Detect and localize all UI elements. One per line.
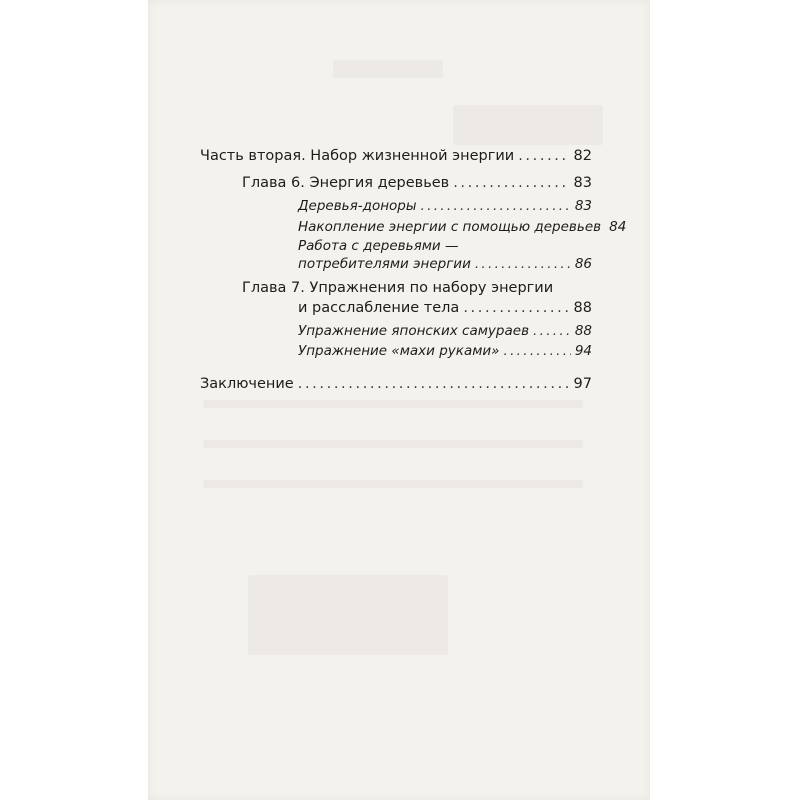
toc-page-number: 97: [573, 376, 592, 392]
dot-leader: [453, 175, 569, 191]
toc-entry-donor-trees: [298, 198, 592, 214]
toc-entry-arm-swing-exercise: [298, 343, 592, 359]
toc-page-number: 84: [609, 219, 627, 235]
toc-entry-chapter-6: [242, 175, 592, 191]
toc-page-number: 88: [574, 323, 592, 339]
dot-leader: [463, 300, 569, 316]
dot-leader: [504, 343, 571, 359]
toc-entry-line: Работа с деревьями —: [298, 238, 459, 254]
dot-leader: [533, 323, 571, 339]
dot-leader: [421, 198, 571, 214]
toc-entry-label: и расслабление тела: [298, 300, 460, 316]
toc-page-number: 82: [573, 148, 592, 164]
toc-page-number: 83: [574, 198, 592, 214]
toc-entry-consumer-trees: [298, 256, 592, 272]
toc-entry-label: потребителями энергии: [298, 256, 471, 272]
toc-page-number: 83: [573, 175, 592, 191]
toc-entry-part2: [200, 148, 592, 164]
toc-entry-line: Глава 7. Упражнения по набору энергии: [242, 280, 554, 296]
toc-entry-label: Часть вторая. Набор жизненной энергии: [200, 148, 515, 164]
toc-entry-samurai-exercise: [298, 323, 592, 339]
toc-page-number: 94: [574, 343, 592, 359]
toc-entry-conclusion: [200, 376, 592, 392]
toc-page-number: 88: [573, 300, 592, 316]
toc-entry-label: Деревья-доноры: [298, 198, 417, 214]
toc-page-number: 86: [574, 256, 592, 272]
toc-entry-label: Накопление энергии с помощью деревьев: [298, 219, 602, 235]
toc-entry-label: Глава 6. Энергия деревьев: [242, 175, 450, 191]
dot-leader: [298, 376, 570, 392]
toc-entry-label: Упражнение «махи руками»: [298, 343, 500, 359]
toc-entry-chapter-7: [298, 300, 592, 316]
toc-entry-label: Заключение: [200, 376, 294, 392]
dot-leader: [518, 148, 569, 164]
dot-leader: [475, 256, 571, 272]
toc-entry-label: Упражнение японских самураев: [298, 323, 530, 339]
toc-entry-energy-accumulation: [298, 219, 627, 235]
